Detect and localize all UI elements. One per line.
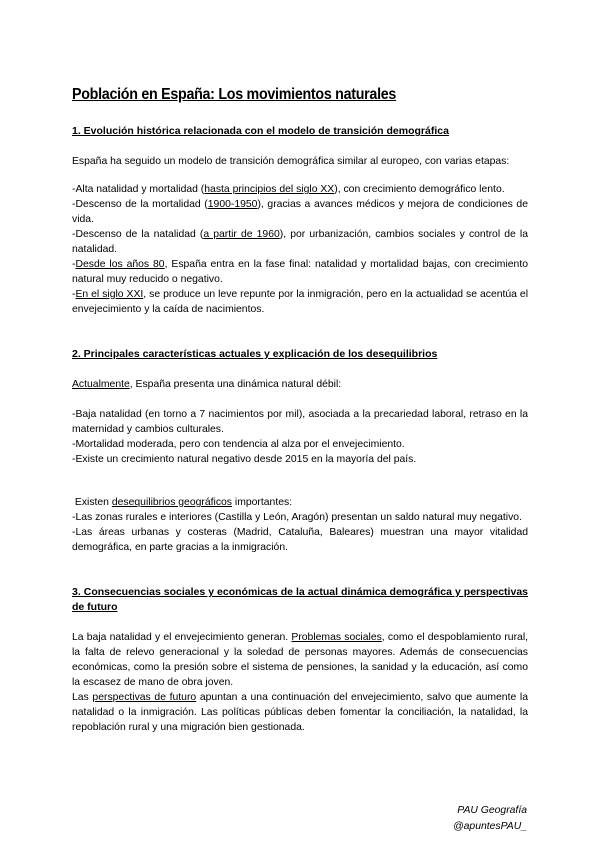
section-3-heading: 3. Consecuencias sociales y económicas de la actual dinámica demográfica y perspectivas de futuro bbox=[72, 586, 528, 613]
section-2-item: -Existe un crecimiento natural negativo desde 2015 en la mayoría del país. bbox=[72, 454, 417, 465]
highlight-text: En el siglo XXI bbox=[75, 289, 144, 300]
highlight-text: a partir de 1960 bbox=[203, 229, 280, 240]
section-2-geo-item: -Las zonas rurales e interiores (Castilla y León, Aragón) presentan un saldo natural muy negativo. bbox=[72, 512, 522, 523]
highlight-text: Actualmente bbox=[72, 379, 130, 390]
section-1-item: -Descenso de la natalidad (a partir de 1960), por urbanización, cambios sociales y control de la natalidad. bbox=[72, 229, 528, 255]
section-2-geo-intro: Existen desequilibrios geográficos importantes: bbox=[72, 497, 293, 508]
highlight-text: Problemas sociales bbox=[291, 632, 382, 643]
highlight-text: Desde los años 80 bbox=[75, 259, 165, 270]
section-1-heading: 1. Evolución histórica relacionada con el modelo de transición demográfica bbox=[72, 125, 449, 137]
section-1-item: -En el siglo XXI, se produce un leve repunte por la inmigración, pero en la actualidad se acentúa el envejecimiento y la caída de nacimientos. bbox=[72, 289, 528, 315]
section-1-item: -Alta natalidad y mortalidad (hasta principios del siglo XX), con crecimiento demográfico lento. bbox=[72, 184, 505, 195]
footer-handle: @apuntesPAU_ bbox=[453, 821, 527, 832]
footer bbox=[453, 803, 527, 835]
section-2-item: -Mortalidad moderada, pero con tendencia al alza por el envejecimiento. bbox=[72, 439, 405, 450]
section-2 bbox=[72, 347, 528, 555]
highlight-text: perspectivas de futuro bbox=[92, 692, 197, 703]
section-2-geo-item: -Las áreas urbanas y costeras (Madrid, Cataluña, Baleares) muestran una mayor vitalidad demográfica, en parte gracias a la inmigración. bbox=[72, 527, 528, 553]
document-title: Población en España: Los movimientos naturales bbox=[72, 86, 397, 103]
section-1 bbox=[72, 124, 528, 317]
section-1-intro: España ha seguido un modelo de transición demográfica similar al europeo, con varias etapas: bbox=[72, 156, 510, 167]
document-page bbox=[72, 86, 528, 735]
section-3 bbox=[72, 585, 528, 735]
highlight-text: 1900-1950 bbox=[207, 199, 258, 210]
section-3-paragraph-2: Las perspectivas de futuro apuntan a una continuación del envejecimiento, salvo que aumente la natalidad o la inmigración. Las políticas públicas deben fomentar la conciliación, la natalidad, la repoblación rural y una migración bien gestionada. bbox=[72, 692, 528, 733]
section-1-item: -Descenso de la mortalidad (1900-1950), gracias a avances médicos y mejora de condiciones de vida. bbox=[72, 199, 528, 225]
highlight-text: hasta principios del siglo XX bbox=[204, 184, 335, 195]
section-2-heading: 2. Principales características actuales y explicación de los desequilibrios bbox=[72, 348, 438, 360]
section-2-intro: Actualmente, España presenta una dinámica natural débil: bbox=[72, 379, 342, 390]
footer-subject: PAU Geografía bbox=[457, 805, 527, 816]
section-2-item: -Baja natalidad (en torno a 7 nacimientos por mil), asociada a la precariedad laboral, retraso en la maternidad y cambios culturales. bbox=[72, 409, 528, 435]
highlight-text: desequilibrios geográficos bbox=[111, 497, 233, 508]
section-3-paragraph-1: La baja natalidad y el envejecimiento generan. Problemas sociales, como el despoblamiento rural, la falta de relevo generacional y la soledad de personas mayores. Además de consecuencias económicas, como la presión sobre el sistema de pensiones, la sanidad y la educación, así como la escasez de mano de obra joven. bbox=[72, 632, 529, 688]
section-1-item: -Desde los años 80, España entra en la fase final: natalidad y mortalidad bajas, con crecimiento natural muy reducido o negativo. bbox=[72, 259, 528, 285]
